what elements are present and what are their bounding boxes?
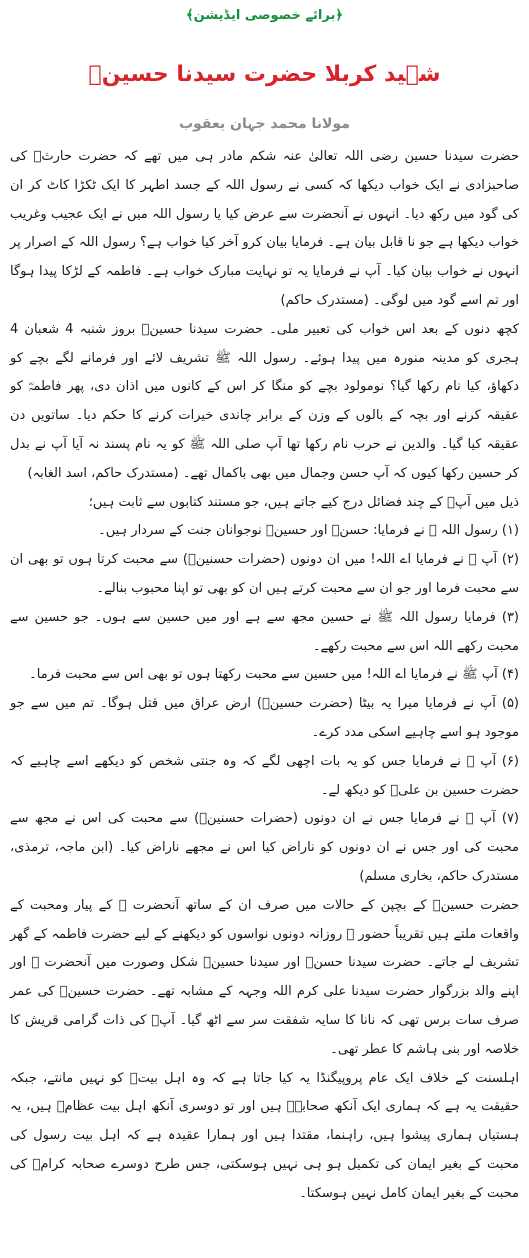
virtue-item-3: (۳) فرمایا رسول اللہ ﷺ نے حسین مجھ سے ہے اور میں حسین سے ہوں۔ جو حسین سے محبت رکھے اللہ اس سے محبت رکھے۔ [10,609,519,654]
virtue-item-6: (۶) آپ ﷺ نے فرمایا جس کو یہ بات اچھی لگے کہ وہ جنتی شخص کو دیکھے اسے چاہیے کہ حضرت حسین بن علیؓ کو دیکھ لے۔ [10,753,519,798]
paragraph-childhood: حضرت حسینؓ کے بچپن کے حالات میں صرف ان کے ساتھ آنحضرت ﷺ کے پیار ومحبت کے واقعات ملتے ہیں تقریباً حضور ﷺ روزانہ دونوں نواسوں کو دیکھنے کے لیے حضرت فاطمہ کے گھر تشریف لے جاتے۔ حضرت سیدنا حسنؓ اور سیدنا حسینؓ شکل وصورت میں آنحضرت ﷺ اور اپنے والد بزرگوار حضرت سیدنا علی کرم اللہ وجہہ کے مشابہ تھے۔ حضرت حسینؓ کی عمر صرف سات برس تھی کہ نانا کا سایہ شفقت سر سے اٹھ گیا۔ آپؓ کی ذات گرامی قریش کا خلاصہ اور بنی ہاشم کا عطر تھی۔ [10,897,519,1057]
paragraph-birth: کچھ دنوں کے بعد اس خواب کی تعبیر ملی۔ حضرت سیدنا حسینؓ بروز شنبہ 4 شعبان 4 ہجری کو مدینہ منورہ میں پیدا ہوئے۔ رسول اللہ ﷺ تشریف لائے اور فرمانے لگے بچے کو دکھاؤ، کیا نام رکھا گیا؟ نومولود بچے کو منگا کر اس کے کانوں میں اذان دی، پھر فاطمہؓ کو عقیقہ کرنے اور بچہ کے بالوں کے وزن کے برابر چاندی خیرات کرنے کا حکم دیا۔ ساتویں دن عقیقہ کیا گیا۔ والدین نے حرب نام رکھا تھا آپ صلی اللہ ﷺ کو یہ نام پسند نہ آیا آپ نے بدل کر حسین رکھا کیوں کہ آپ حسن وجمال میں بھی باکمال تھے۔ (مستدرک حاکم، اسد الغابہ) [10,321,519,481]
virtue-item-1: (۱) رسول اللہ ﷺ نے فرمایا: حسنؓ اور حسینؓ نوجوانان جنت کے سردار ہیں۔ [98,523,519,539]
article-title: شہید کربلا حضرت سیدنا حسینؓ [88,62,441,87]
paragraph-dream: حضرت سیدنا حسین رضی اللہ تعالیٰ عنہ شکم مادر ہی میں تھے کہ حضرت حارثؓ کی صاحبزادی نے ایک خواب دیکھا کہ کسی نے رسول اللہ کے جسد اطہر کا ایک ٹکڑا کاٹ کر ان کی گود میں رکھ دیا۔ انہوں نے آنحضرت سے عرض کیا یا رسول اللہ میں نے ایک عجیب وغریب خواب دیکھا ہے جو نا قابل بیان ہے۔ فرمایا بیان کرو آخر کیا خواب ہے؟ رسول اللہ کے اصرار پر انہوں نے خواب بیان کیا۔ آپ نے فرمایا یہ تو نہایت مبارک خواب ہے۔ فاطمہ کے لڑکا پیدا ہوگا اور تم اسے گود میں لوگی۔ (مستدرک حاکم) [10,149,519,308]
virtue-item-4: (۴) آپ ﷺ نے فرمایا اے اللہ! میں حسین سے محبت رکھتا ہوں تو بھی اس سے محبت فرما۔ [29,667,519,683]
paragraph-ahlus-sunnat: اہلسنت کے خلاف ایک عام پروپیگنڈا یہ کیا جاتا ہے کہ وہ اہل بیتؓ کو نہیں مانتے، جبکہ حقیقت یہ ہے کہ ہماری ایک آنکھ صحابہؓ ہیں اور تو دوسری آنکھ اہل بیت عظامؓ ہیں، یہ ہستیاں ہماری پیشوا ہیں، راہنما، مقتدا ہیں اور ہمارا عقیدہ ہے کہ اہل بیت رسول کی محبت کے بغیر ایمان کی تکمیل ہو ہی نہیں ہوسکتی، جس طرح دوسرے صحابہ کرامؓ کی محبت کے بغیر ایمان کامل نہیں ہوسکتا۔ [10,1070,519,1201]
virtue-item-7: (۷) آپ ﷺ نے فرمایا جس نے ان دونوں (حضرات حسنینؓ) سے محبت کی اس نے مجھ سے محبت کی اور جس نے ان دونوں کو ناراض کیا اس نے مجھے ناراض کیا۔ (ابن ماجہ، ترمذی، مستدرک حاکم، بخاری مسلم) [10,811,519,884]
virtue-item-5: (۵) آپ نے فرمایا میرا یہ بیٹا (حضرت حسینؓ) ارض عراق میں قتل ہوگا۔ تم میں سے جو موجود ہو اسے چاہیے اسکی مدد کرے۔ [10,696,519,740]
virtue-item-2: (۲) آپ ﷺ نے فرمایا اے اللہ! میں ان دونوں (حضرات حسنینؓ) سے محبت کرتا ہوں تو بھی ان سے محبت فرما اور جو ان سے محبت کرتے ہیں ان کو بھی تو اپنا محبوب بنالے۔ [10,552,519,596]
edition-tag: ﴿برائے خصوصی ایڈیشن﴾ [186,8,343,23]
author-name: مولانا محمد جہان یعقوب [179,116,350,132]
paragraph-virtues-intro: ذیل میں آپؓ کے چند فضائل درج کیے جاتے ہیں، جو مستند کتابوں سے ثابت ہیں؛ [88,494,519,510]
article-body [10,143,519,1208]
